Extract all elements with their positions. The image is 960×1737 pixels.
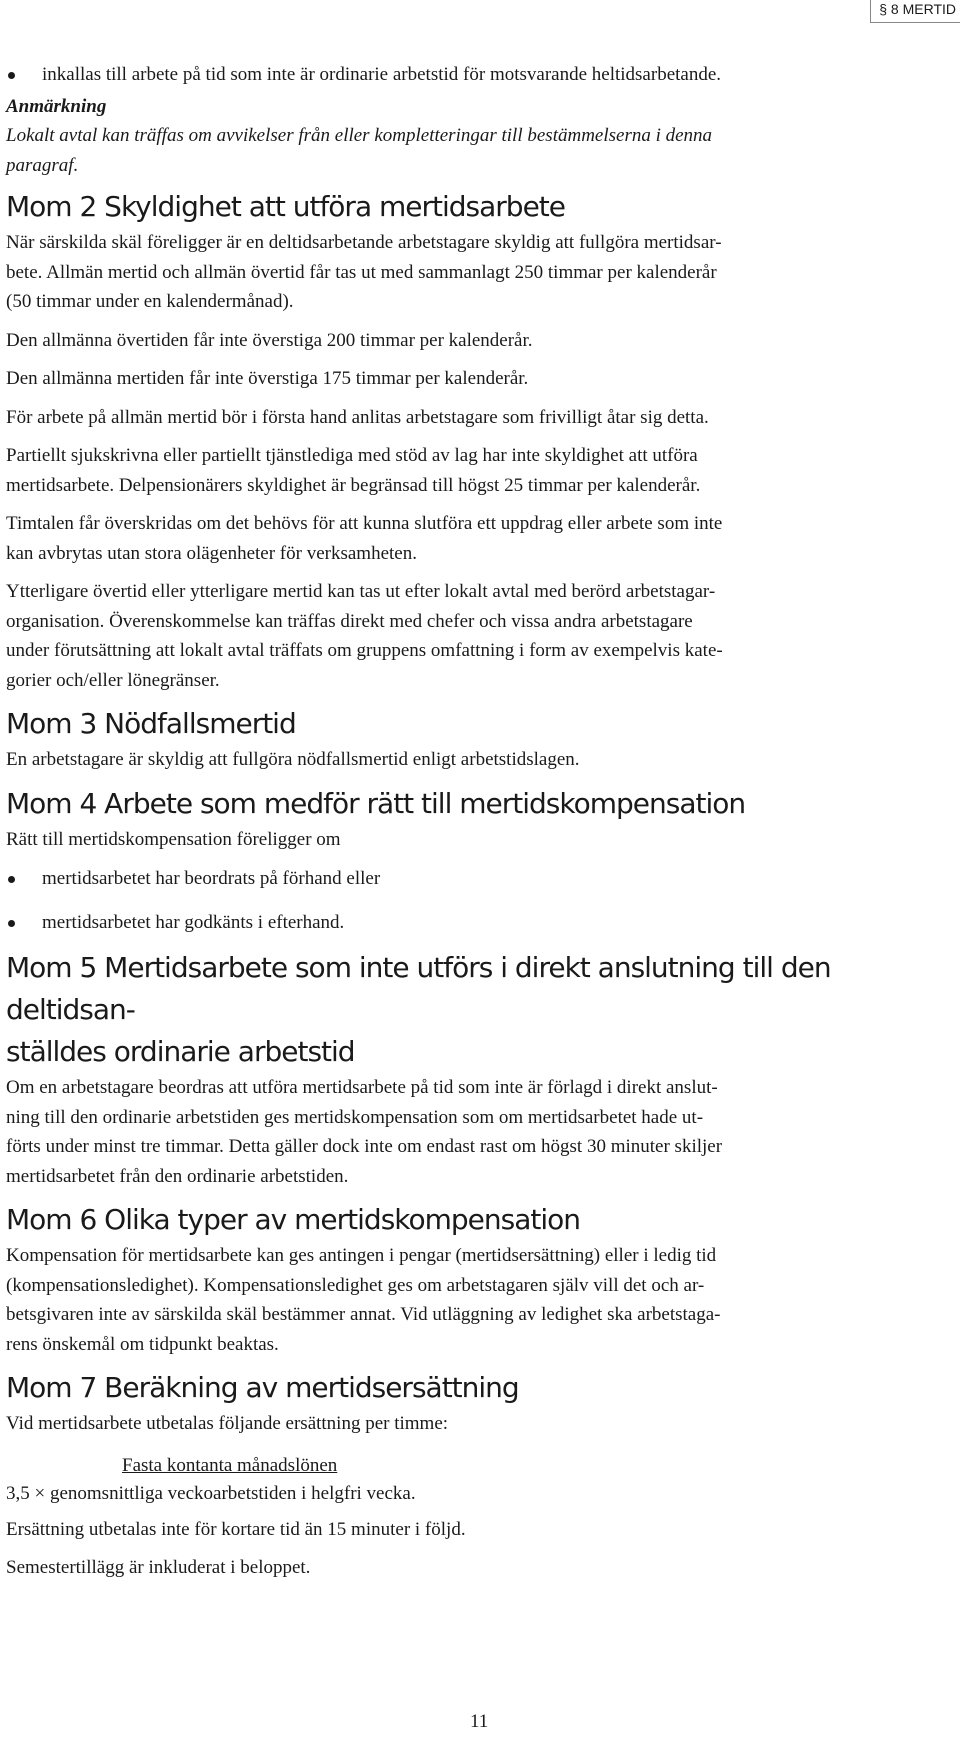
- note-text-line: paragraf.: [6, 154, 79, 176]
- paragraph-line: Kompensation för mertidsarbete kan ges antingen i pengar (mertidsersättning) eller i ledig tid: [6, 1245, 717, 1266]
- formula-denominator: 3,5 × genomsnittliga veckoarbetstiden i helgfri vecka.: [6, 1482, 416, 1504]
- list-item-text: mertidsarbetet har godkänts i efterhand.: [42, 911, 345, 933]
- paragraph-line: mertidsarbetet från den ordinarie arbetstiden.: [6, 1165, 349, 1187]
- section-heading: ställdes ordinarie arbetstid: [6, 1035, 355, 1068]
- note-text-line: Lokalt avtal kan träffas om avvikelser från eller kompletteringar till bestämmelserna i denna: [6, 125, 713, 146]
- section-heading: Mom 5 Mertidsarbete som inte utförs i direkt anslutning till den deltidsan-: [6, 951, 831, 1026]
- list-item: [6, 60, 950, 90]
- paragraph-line: rens önskemål om tidpunkt beaktas.: [6, 1333, 279, 1355]
- paragraph-line: under förutsättning att lokalt avtal träffats om gruppens omfattning i form av exempelvis kate-: [6, 640, 723, 661]
- document-page: [6, 0, 950, 1583]
- section-heading: Mom 7 Beräkning av mertidsersättning: [6, 1371, 519, 1404]
- list-item: [6, 864, 950, 894]
- paragraph-line: förts under minst tre timmar. Detta gäller dock inte om endast rast om högst 30 minuter skiljer: [6, 1136, 723, 1157]
- paragraph-line: Om en arbetstagare beordras att utföra mertidsarbete på tid som inte är förlagd i direkt anslut-: [6, 1077, 718, 1098]
- paragraph-line: bete. Allmän mertid och allmän övertid får tas ut med sammanlagt 250 timmar per kalenderår: [6, 261, 717, 283]
- paragraph-line: organisation. Överenskommelse kan träffas direkt med chefer och vissa andra arbetstagare: [6, 610, 693, 632]
- paragraph-line: (50 timmar under en kalendermånad).: [6, 291, 294, 312]
- section-heading: Mom 3 Nödfallsmertid: [6, 707, 296, 740]
- paragraph: Den allmänna övertiden får inte överstiga 200 timmar per kalenderår.: [6, 329, 533, 351]
- bullet-icon: [8, 72, 15, 79]
- paragraph-line: gorier och/eller lönegränser.: [6, 669, 220, 691]
- list-item-text: inkallas till arbete på tid som inte är ordinarie arbetstid för motsvarande heltidsarbetande.: [42, 64, 722, 85]
- paragraph: En arbetstagare är skyldig att fullgöra nödfallsmertid enligt arbetstidslagen.: [6, 749, 580, 770]
- section-heading: Mom 2 Skyldighet att utföra mertidsarbete: [6, 190, 566, 223]
- paragraph: Vid mertidsarbete utbetalas följande ersättning per timme:: [6, 1413, 449, 1434]
- paragraph: För arbete på allmän mertid bör i första hand anlitas arbetstagare som frivilligt åtar sig detta.: [6, 406, 709, 428]
- paragraph-line: ning till den ordinarie arbetstiden ges mertidskompensation som om mertidsarbetet hade ut-: [6, 1106, 704, 1128]
- bullet-icon: [8, 920, 15, 927]
- bullet-icon: [8, 876, 15, 883]
- paragraph: Rätt till mertidskompensation föreligger om: [6, 828, 341, 850]
- paragraph-line: Partiellt sjukskrivna eller partiellt tjänstlediga med stöd av lag har inte skyldighet att utföra: [6, 445, 698, 466]
- paragraph-line: betsgivaren inte av särskilda skäl bestämmer annat. Vid utläggning av ledighet ska arbetstaga-: [6, 1304, 721, 1325]
- paragraph-line: kan avbrytas utan stora olägenheter för verksamheten.: [6, 542, 417, 564]
- section-tab: § 8 MERTID: [870, 0, 960, 23]
- list-item-text: mertidsarbetet har beordrats på förhand eller: [42, 868, 381, 889]
- paragraph-line: När särskilda skäl föreligger är en deltidsarbetande arbetstagare skyldig att fullgöra mertidsar-: [6, 232, 722, 253]
- section-heading: Mom 4 Arbete som medför rätt till mertidskompensation: [6, 786, 746, 820]
- paragraph-line: Timtalen får överskridas om det behövs för att kunna slutföra ett uppdrag eller arbete som inte: [6, 513, 723, 534]
- formula-numerator: Fasta kontanta månadslönen: [122, 1454, 338, 1476]
- page-number: 11: [470, 1711, 489, 1732]
- paragraph-line: mertidsarbete. Delpensionärers skyldighet är begränsad till högst 25 timmar per kalenderår.: [6, 474, 701, 496]
- note-title: Anmärkning: [6, 95, 107, 117]
- paragraph: Den allmänna mertiden får inte överstiga 175 timmar per kalenderår.: [6, 368, 529, 389]
- paragraph: Ersättning utbetalas inte för kortare tid än 15 minuter i följd.: [6, 1518, 466, 1540]
- paragraph-line: Ytterligare övertid eller ytterligare mertid kan tas ut efter lokalt avtal med berörd arbetstagar-: [6, 581, 716, 602]
- compensation-formula: [6, 1451, 950, 1511]
- paragraph: Semestertillägg är inkluderat i beloppet.: [6, 1557, 311, 1578]
- section-heading: Mom 6 Olika typer av mertidskompensation: [6, 1203, 581, 1236]
- paragraph-line: (kompensationsledighet). Kompensationsledighet ges om arbetstagaren själv vill det och ar-: [6, 1274, 705, 1296]
- list-item: [6, 908, 950, 938]
